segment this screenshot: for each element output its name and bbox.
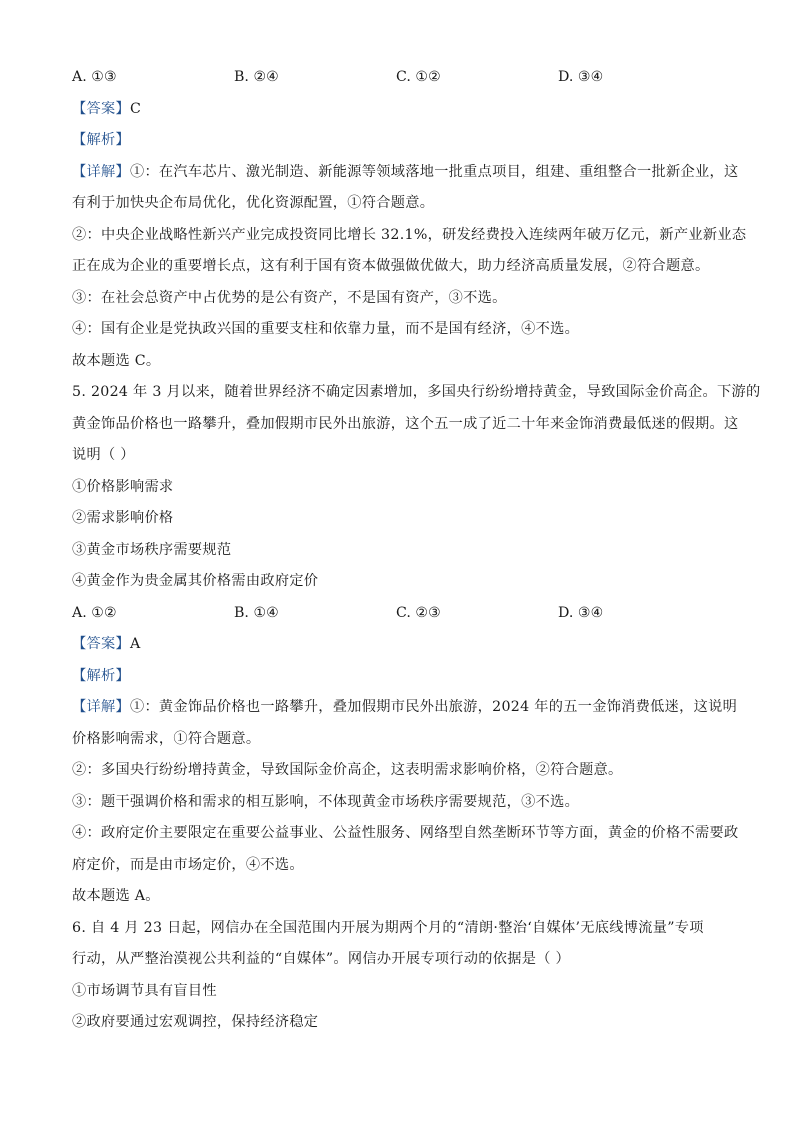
q6-statement-2: ②政府要通过宏观调控，保持经济稳定	[72, 1014, 319, 1030]
q5-options	[72, 598, 722, 630]
q4-detail-line-2: 有利于加快央企布局优化，优化资源配置，①符合题意。	[72, 195, 435, 211]
q5-answer-tag: 【答案】	[72, 636, 130, 652]
q4-option-c: C. ①②	[396, 69, 441, 85]
q5-option-a: A. ①②	[72, 604, 117, 621]
q4-detail-line-1	[72, 157, 739, 189]
q5-detail-line-5: ④：政府定价主要限定在重要公益事业、公益性服务、网络型自然垄断环节等方面，黄金的价格不需要政	[72, 825, 739, 841]
q5-detail-line-4: ③：题干强调价格和需求的相互影响，不体现黄金市场秩序需要规范，③不选。	[72, 793, 580, 810]
q5-statement-1: ①价格影响需求	[72, 478, 174, 495]
q5-statement-2: ②需求影响价格	[72, 510, 174, 526]
q4-detail-line-6: ④：国有企业是党执政兴国的重要支柱和依靠力量，而不是国有经济，④不选。	[72, 321, 580, 337]
q5-detail-tag: 【详解】	[72, 699, 130, 715]
q5-stem-line-1: 5. 2024 年 3 月以来，随着世界经济不确定因素增加，多国央行纷纷增持黄金，导致国际金价高企。下游的	[72, 384, 761, 400]
q4-detail-text-1: ①：在汽车芯片、激光制造、新能源等领域落地一批重点项目，组建、重组整合一批新企业，这	[129, 163, 739, 180]
q4-option-a: A. ①③	[72, 69, 117, 85]
q5-stem-line-2: 黄金饰品价格也一路攀升，叠加假期市民外出旅游，这个五一成了近二十年来金饰消费最低迷的假期。这	[72, 415, 739, 432]
q5-detail-line-6: 府定价，而是由市场定价，④不选。	[72, 856, 304, 873]
q4-analysis-tag: 【解析】	[72, 132, 130, 148]
q4-option-b: B. ②④	[234, 69, 279, 85]
q5-detail-line-3: ②：多国央行纷纷增持黄金，导致国际金价高企，这表明需求影响价格，②符合题意。	[72, 762, 623, 778]
q6-stem-line-1: 6. 自 4 月 23 日起，网信办在全国范围内开展为期两个月的“清朗·整治‘自媒体’无底线博流量”专项	[72, 919, 704, 936]
q4-detail-line-3: ②：中央企业战略性新兴产业完成投资同比增长 32.1%，研发经费投入连续两年破万亿元，新产业新业态	[72, 226, 747, 243]
q6-statement-1: ①市场调节具有盲目性	[72, 982, 217, 999]
q5-stem-line-3: 说明（ ）	[72, 447, 135, 463]
q4-conclusion: 故本题选 C。	[72, 352, 161, 369]
q5-statement-4: ④黄金作为贵金属其价格需由政府定价	[72, 573, 319, 589]
q4-answer-value: C	[129, 100, 142, 117]
q4-answer	[72, 94, 722, 126]
q5-option-d: D. ③④	[558, 604, 604, 621]
document-page	[72, 62, 761, 1039]
q5-detail-text-1: ①：黄金饰品价格也一路攀升，叠加假期市民外出旅游，2024 年的五一金饰消费低迷，这说明	[129, 699, 738, 715]
q4-detail-line-5: ③：在社会总资产中占优势的是公有资产，不是国有资产，③不选。	[72, 289, 507, 306]
q5-detail-line-1	[72, 692, 738, 724]
q5-analysis-tag: 【解析】	[72, 667, 130, 684]
q4-options	[72, 62, 722, 94]
q5-analysis-heading	[72, 661, 722, 693]
q5-option-b: B. ①④	[234, 604, 279, 621]
q4-analysis-heading	[72, 125, 722, 157]
q5-answer-value: A	[129, 636, 141, 652]
q6-stem-line-2: 行动，从严整治漠视公共利益的“自媒体”。网信办开展专项行动的依据是（ ）	[72, 951, 571, 967]
q5-statement-3: ③黄金市场秩序需要规范	[72, 541, 232, 558]
q5-detail-line-2: 价格影响需求，①符合题意。	[72, 730, 261, 747]
q4-detail-tag: 【详解】	[72, 163, 130, 180]
q4-detail-line-4: 正在成为企业的重要增长点，这有利于国有资本做强做优做大，助力经济高质量发展，②符合题意。	[72, 258, 710, 274]
q4-answer-tag: 【答案】	[72, 100, 130, 117]
q5-option-c: C. ②③	[396, 604, 441, 621]
q4-option-d: D. ③④	[558, 69, 604, 85]
q5-answer	[72, 629, 722, 661]
q5-conclusion: 故本题选 A。	[72, 888, 160, 904]
